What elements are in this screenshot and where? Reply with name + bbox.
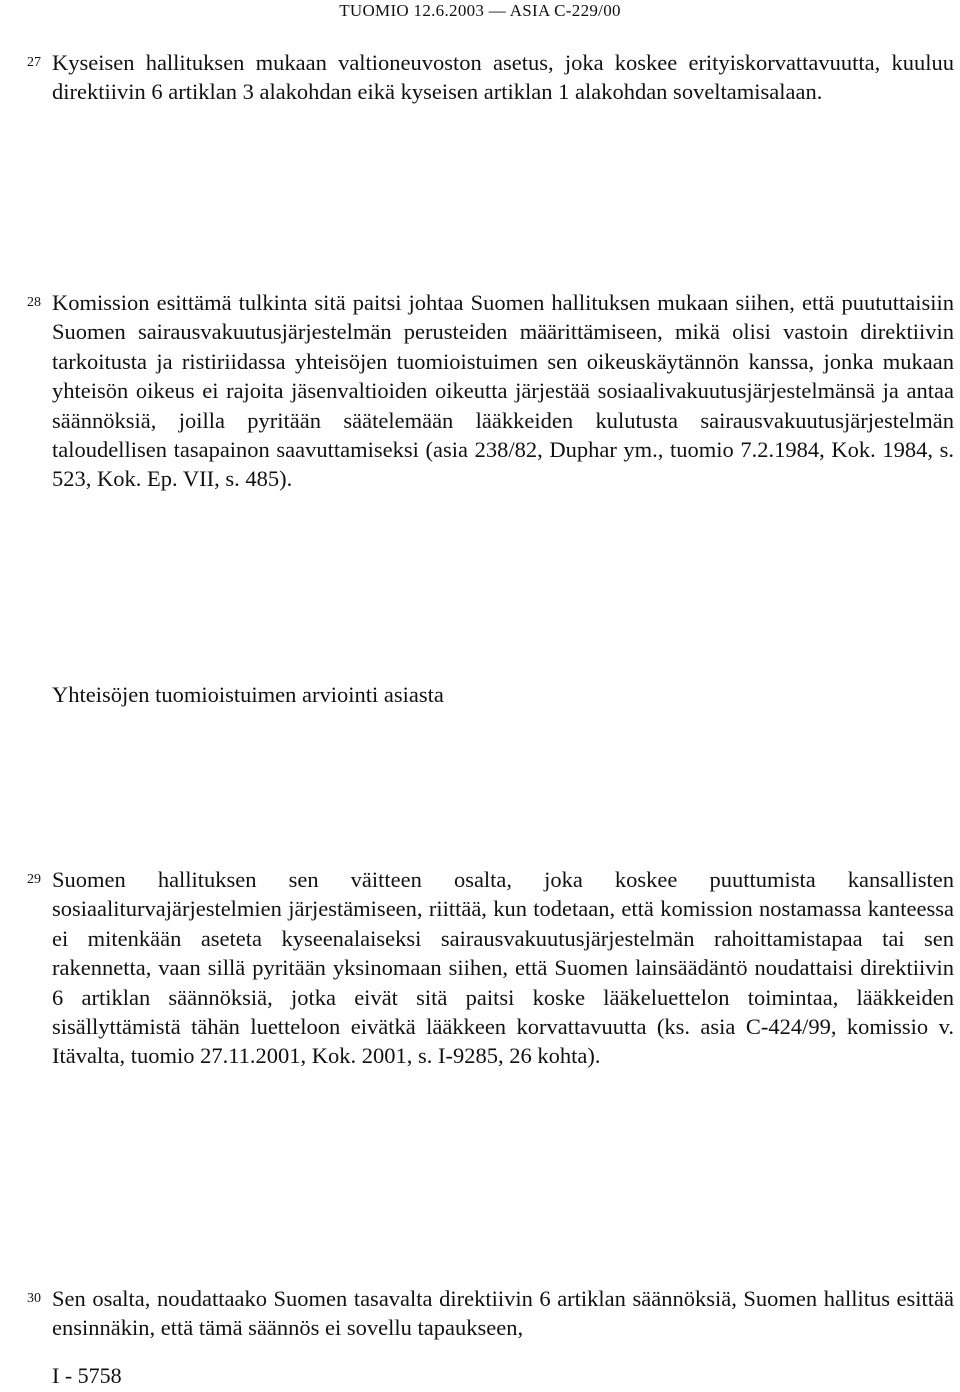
paragraph-30: Sen osalta, noudattaako Suomen tasavalta direktiivin 6 artiklan säännöksiä, Suomen hallitus esittää ensinnäkin, että tämä säännös ei sovellu tapaukseen, — [52, 1286, 954, 1341]
running-header: TUOMIO 12.6.2003 — ASIA C-229/00 — [339, 1, 621, 20]
paragraph-number-29: 29 — [27, 872, 41, 887]
paragraph-number-30: 30 — [27, 1291, 41, 1306]
paragraph-number-27: 27 — [27, 55, 41, 70]
paragraph-28: Komission esittämä tulkinta sitä paitsi johtaa Suomen hallituksen mukaan siihen, että puututtaisiin Suomen sairausvakuutusjärjestelmän perusteiden määrittämiseen, mikä olisi vastoin direktiivin tarkoitusta ja ristiriidassa yhteisöjen tuomioistuimen sen oikeuskäytännön kanssa, jonka mukaan yhteisön oikeus ei rajoita jäsenvaltioiden oikeutta järjestää sosiaalivakuutusjärjestelmänsä ja antaa säännöksiä, joilla pyritään säätelemään lääkkeiden kulutusta sairausvakuutusjärjestelmän taloudellisen tasapainon saavuttamiseksi (asia 238/82, Duphar ym., tuomio 7.2.1984, Kok. 1984, s. 523, Kok. Ep. VII, s. 485). — [52, 290, 954, 492]
section-heading: Yhteisöjen tuomioistuimen arviointi asiasta — [52, 682, 444, 707]
paragraph-number-28: 28 — [27, 295, 41, 310]
paragraph-27: Kyseisen hallituksen mukaan valtioneuvoston asetus, joka koskee erityiskorvattavuutta, kuuluu direktiivin 6 artiklan 3 alakohdan eikä kyseisen artiklan 1 alakohdan soveltamisalaan. — [52, 50, 954, 105]
paragraph-29: Suomen hallituksen sen väitteen osalta, joka koskee puuttumista kansallisten sosiaaliturvajärjestelmien järjestämiseen, riittää, kun todetaan, että komission nostamassa kanteessa ei mitenkään aseteta kyseenalaiseksi sairausvakuutusjärjestelmän rahoittamistapaa tai sen rakennetta, vaan sillä pyritään yksinomaan siihen, että Suomen lainsäädäntö noudattaisi direktiivin 6 artiklan säännöksiä, jotka eivät sitä paitsi koske lääkeluettelon toimintaa, lääkkeiden sisällyttämistä tähän luetteloon eivätkä lääkkeen korvattavuutta (ks. asia C-424/99, komissio v. Itävalta, tuomio 27.11.2001, Kok. 2001, s. I-9285, 26 kohta). — [52, 867, 954, 1069]
page-number: I - 5758 — [52, 1363, 122, 1388]
